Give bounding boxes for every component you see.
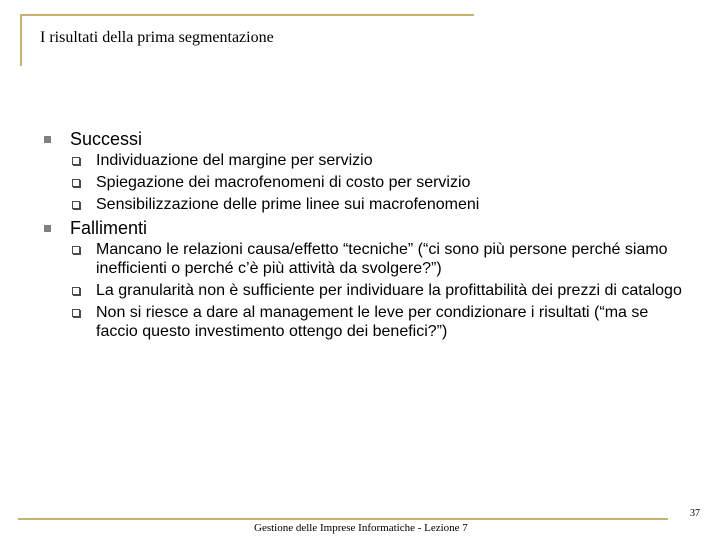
list-item	[0, 240, 686, 278]
list-item	[0, 281, 686, 300]
list-item-text: Sensibilizzazione delle prime linee sui macrofenomeni	[96, 196, 480, 213]
list-item-text: Individuazione del margine per servizio	[96, 152, 373, 169]
title-frame-top-line	[20, 14, 474, 16]
list-item-text: La granularità non è sufficiente per individuare la profittabilità dei prezzi di catalogo	[96, 282, 682, 299]
footer-divider	[18, 518, 668, 520]
section-label: Successi	[70, 129, 143, 149]
checkbox-bullet-icon	[72, 287, 80, 295]
checkbox-bullet-icon	[72, 179, 80, 187]
square-bullet-icon	[44, 136, 51, 143]
checkbox-bullet-icon	[72, 201, 80, 209]
list-item-text: Mancano le relazioni causa/effetto “tecniche” (“ci sono più persone perché siamo inefficienti o perché c’è più attività da svolgere?”)	[96, 241, 668, 277]
page-number: 37	[690, 508, 700, 519]
square-bullet-icon	[44, 225, 51, 232]
checkbox-bullet-icon	[72, 246, 80, 254]
list-item	[0, 195, 686, 214]
title-frame-left-line	[20, 14, 22, 66]
list-item	[0, 151, 686, 170]
list-item-text: Spiegazione dei macrofenomeni di costo per servizio	[96, 174, 471, 191]
slide-content	[0, 128, 720, 344]
section-fallimenti	[0, 217, 720, 239]
footer-course-label: Gestione delle Imprese Informatiche - Lezione 7	[254, 522, 468, 534]
section-successi	[0, 128, 720, 150]
list-item	[0, 173, 686, 192]
section-label: Fallimenti	[70, 218, 148, 238]
slide-title: I risultati della prima segmentazione	[40, 29, 274, 46]
checkbox-bullet-icon	[72, 157, 80, 165]
list-item-text: Non si riesce a dare al management le leve per condizionare i risultati (“ma se faccio questo investimento ottengo dei benefici?”)	[96, 304, 649, 340]
checkbox-bullet-icon	[72, 309, 80, 317]
list-item	[0, 303, 686, 341]
